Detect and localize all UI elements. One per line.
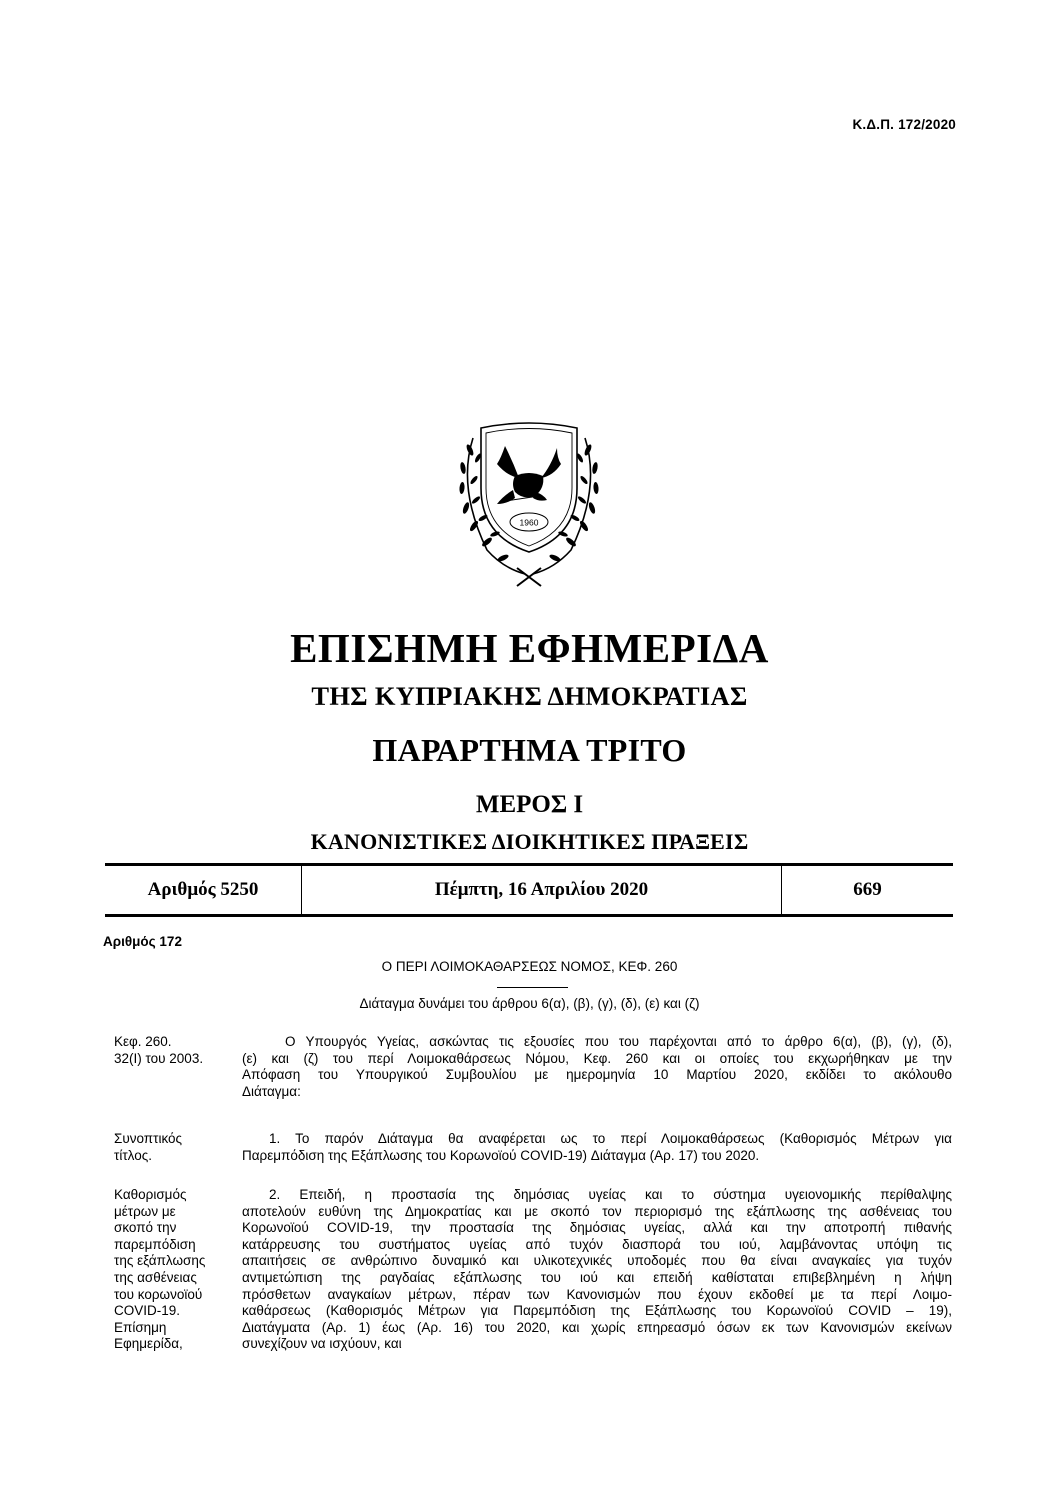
paragraph-line: πρόσθετων αναγκαίων μέτρων, πέραν των Κανονισμών που έχουν εκδοθεί με τα περί Λοιμο- bbox=[242, 1286, 952, 1302]
emblem-year: 1960 bbox=[519, 517, 539, 528]
paragraph-line: Ο Υπουργός Υγείας, ασκώντας τις εξουσίες που του παρέχονται από το άρθρο 6(α), (β), (γ), (δ), bbox=[285, 1034, 952, 1049]
paragraph-line: 1. Το παρόν Διάταγμα θα αναφέρεται ως το περί Λοιμοκαθάρσεως (Καθορισμός Μέτρων για bbox=[269, 1131, 952, 1146]
margin-note-line: Κεφ. 260. bbox=[114, 1034, 172, 1049]
margin-note-line: 32(Ι) του 2003. bbox=[114, 1050, 204, 1066]
paragraph-line: αντιμετώπιση της ραγδαίας εξάπλωσης του ιού και επειδή καθίσταται επιβεβλημένη η λήψη bbox=[242, 1269, 952, 1285]
margin-note-line: Εφημερίδα, bbox=[114, 1336, 183, 1352]
issue-page-number: 669 bbox=[853, 879, 882, 900]
paragraph-line: καθάρσεως (Καθορισμός Μέτρων για Παρεμπόδιση της Εξάπλωσης του Κορωνοϊού COVID – 19), bbox=[242, 1303, 952, 1319]
margin-note-line: παρεμπόδιση bbox=[114, 1236, 196, 1252]
margin-note-legislation bbox=[114, 1034, 226, 1067]
law-title: Ο ΠΕΡΙ ΛΟΙΜΟΚΑΘΑΡΣΕΩΣ ΝΟΜΟΣ, ΚΕΦ. 260 bbox=[381, 959, 678, 974]
margin-note-line: τίτλος. bbox=[114, 1147, 152, 1163]
margin-note-line: Επίσημη bbox=[114, 1319, 167, 1335]
margin-note-line: του κορωνοϊού bbox=[114, 1286, 203, 1302]
issue-date: Πέμπτη, 16 Απριλίου 2020 bbox=[302, 866, 782, 914]
margin-note-short-title bbox=[114, 1131, 226, 1164]
paragraph-line: (ε) και (ζ) του περί Λοιμοκαθάρσεως Νόμου, Κεφ. 260 και οι οποίες του εκχωρήθηκαν με την bbox=[242, 1050, 952, 1066]
paragraph-line: Απόφαση του Υπουργικού Συμβουλίου με ημερομηνία 10 Μαρτίου 2020, εκδίδει το ακόλουθο bbox=[242, 1067, 952, 1083]
paragraph-line: Διάταγμα: bbox=[242, 1083, 301, 1099]
margin-note-line: της ασθένειας bbox=[114, 1269, 197, 1285]
margin-note-line: COVID-19. bbox=[114, 1303, 181, 1319]
paragraph-line: αποτελούν ευθύνη της Δημοκρατίας και με σκοπό τον περιορισμό της εξάπλωσης της ασθένειας του bbox=[242, 1203, 952, 1219]
section-title: ΚΑΝΟΝΙΣΤΙΚΕΣ ΔΙΟΙΚΗΤΙΚΕΣ ΠΡΑΞΕΙΣ bbox=[310, 829, 749, 854]
margin-note-line: σκοπό την bbox=[114, 1220, 177, 1236]
part-title: ΜΕΡΟΣ Ι bbox=[475, 791, 584, 818]
paragraph-line: απαιτήσεις σε ανθρώπινο δυναμικό και υλικοτεχνικές υποδομές που θα είναι αναγκαίες για τυχόν bbox=[242, 1253, 952, 1269]
preamble-paragraph bbox=[242, 1034, 952, 1100]
supplement-title: ΠΑΡΑΡΤΗΜΑ ΤΡΙΤΟ bbox=[372, 732, 687, 768]
decree-subtitle: Διάταγμα δυνάμει του άρθρου 6(α), (β), (γ), (δ), (ε) και (ζ) bbox=[359, 996, 700, 1011]
issue-bar bbox=[105, 863, 953, 917]
paragraph-1 bbox=[242, 1131, 952, 1164]
coat-of-arms-emblem bbox=[443, 418, 615, 590]
margin-note-line: της εξάπλωσης bbox=[114, 1253, 206, 1269]
margin-note-line: μέτρων με bbox=[114, 1203, 176, 1219]
issue-number: Αριθμός 5250 bbox=[105, 866, 302, 914]
decree-number: Αριθμός 172 bbox=[103, 934, 182, 949]
paragraph-line: Διατάγματα (Αρ. 1) έως (Αρ. 16) του 2020, και χωρίς επηρεασμό όσων εκ των Κανονισμών εκείνων bbox=[242, 1319, 952, 1335]
gazette-reference: Κ.Δ.Π. 172/2020 bbox=[852, 117, 956, 132]
paragraph-line: συνεχίζουν να ισχύουν, και bbox=[242, 1336, 402, 1352]
margin-note-line: Συνοπτικός bbox=[114, 1131, 183, 1146]
paragraph-line: Κορωνοϊού COVID-19, την προστασία της δημόσιας υγείας, αλλά και την αποτροπή πιθανής bbox=[242, 1220, 952, 1236]
gazette-title: ΕΠΙΣΗΜΗ ΕΦΗΜΕΡΙΔΑ bbox=[290, 625, 769, 671]
gazette-subtitle: ΤΗΣ ΚΥΠΡΙΑΚΗΣ ΔΗΜΟΚΡΑΤΙΑΣ bbox=[311, 681, 748, 711]
margin-note-measures bbox=[114, 1187, 226, 1353]
title-divider bbox=[497, 987, 568, 988]
paragraph-line: 2. Επειδή, η προστασία της δημόσιας υγείας και το σύστημα υγειονομικής περίθαλψης bbox=[269, 1187, 952, 1202]
paragraph-line: Παρεμπόδιση της Εξάπλωσης του Κορωνοϊού COVID-19) Διάταγμα (Αρ. 17) του 2020. bbox=[242, 1147, 760, 1163]
margin-note-line: Καθορισμός bbox=[114, 1187, 187, 1202]
paragraph-line: κατάρρευσης του συστήματος υγείας από τυχόν διασπορά του ιού, λαμβάνοντας υπόψη τις bbox=[242, 1236, 952, 1252]
paragraph-2 bbox=[242, 1187, 952, 1353]
